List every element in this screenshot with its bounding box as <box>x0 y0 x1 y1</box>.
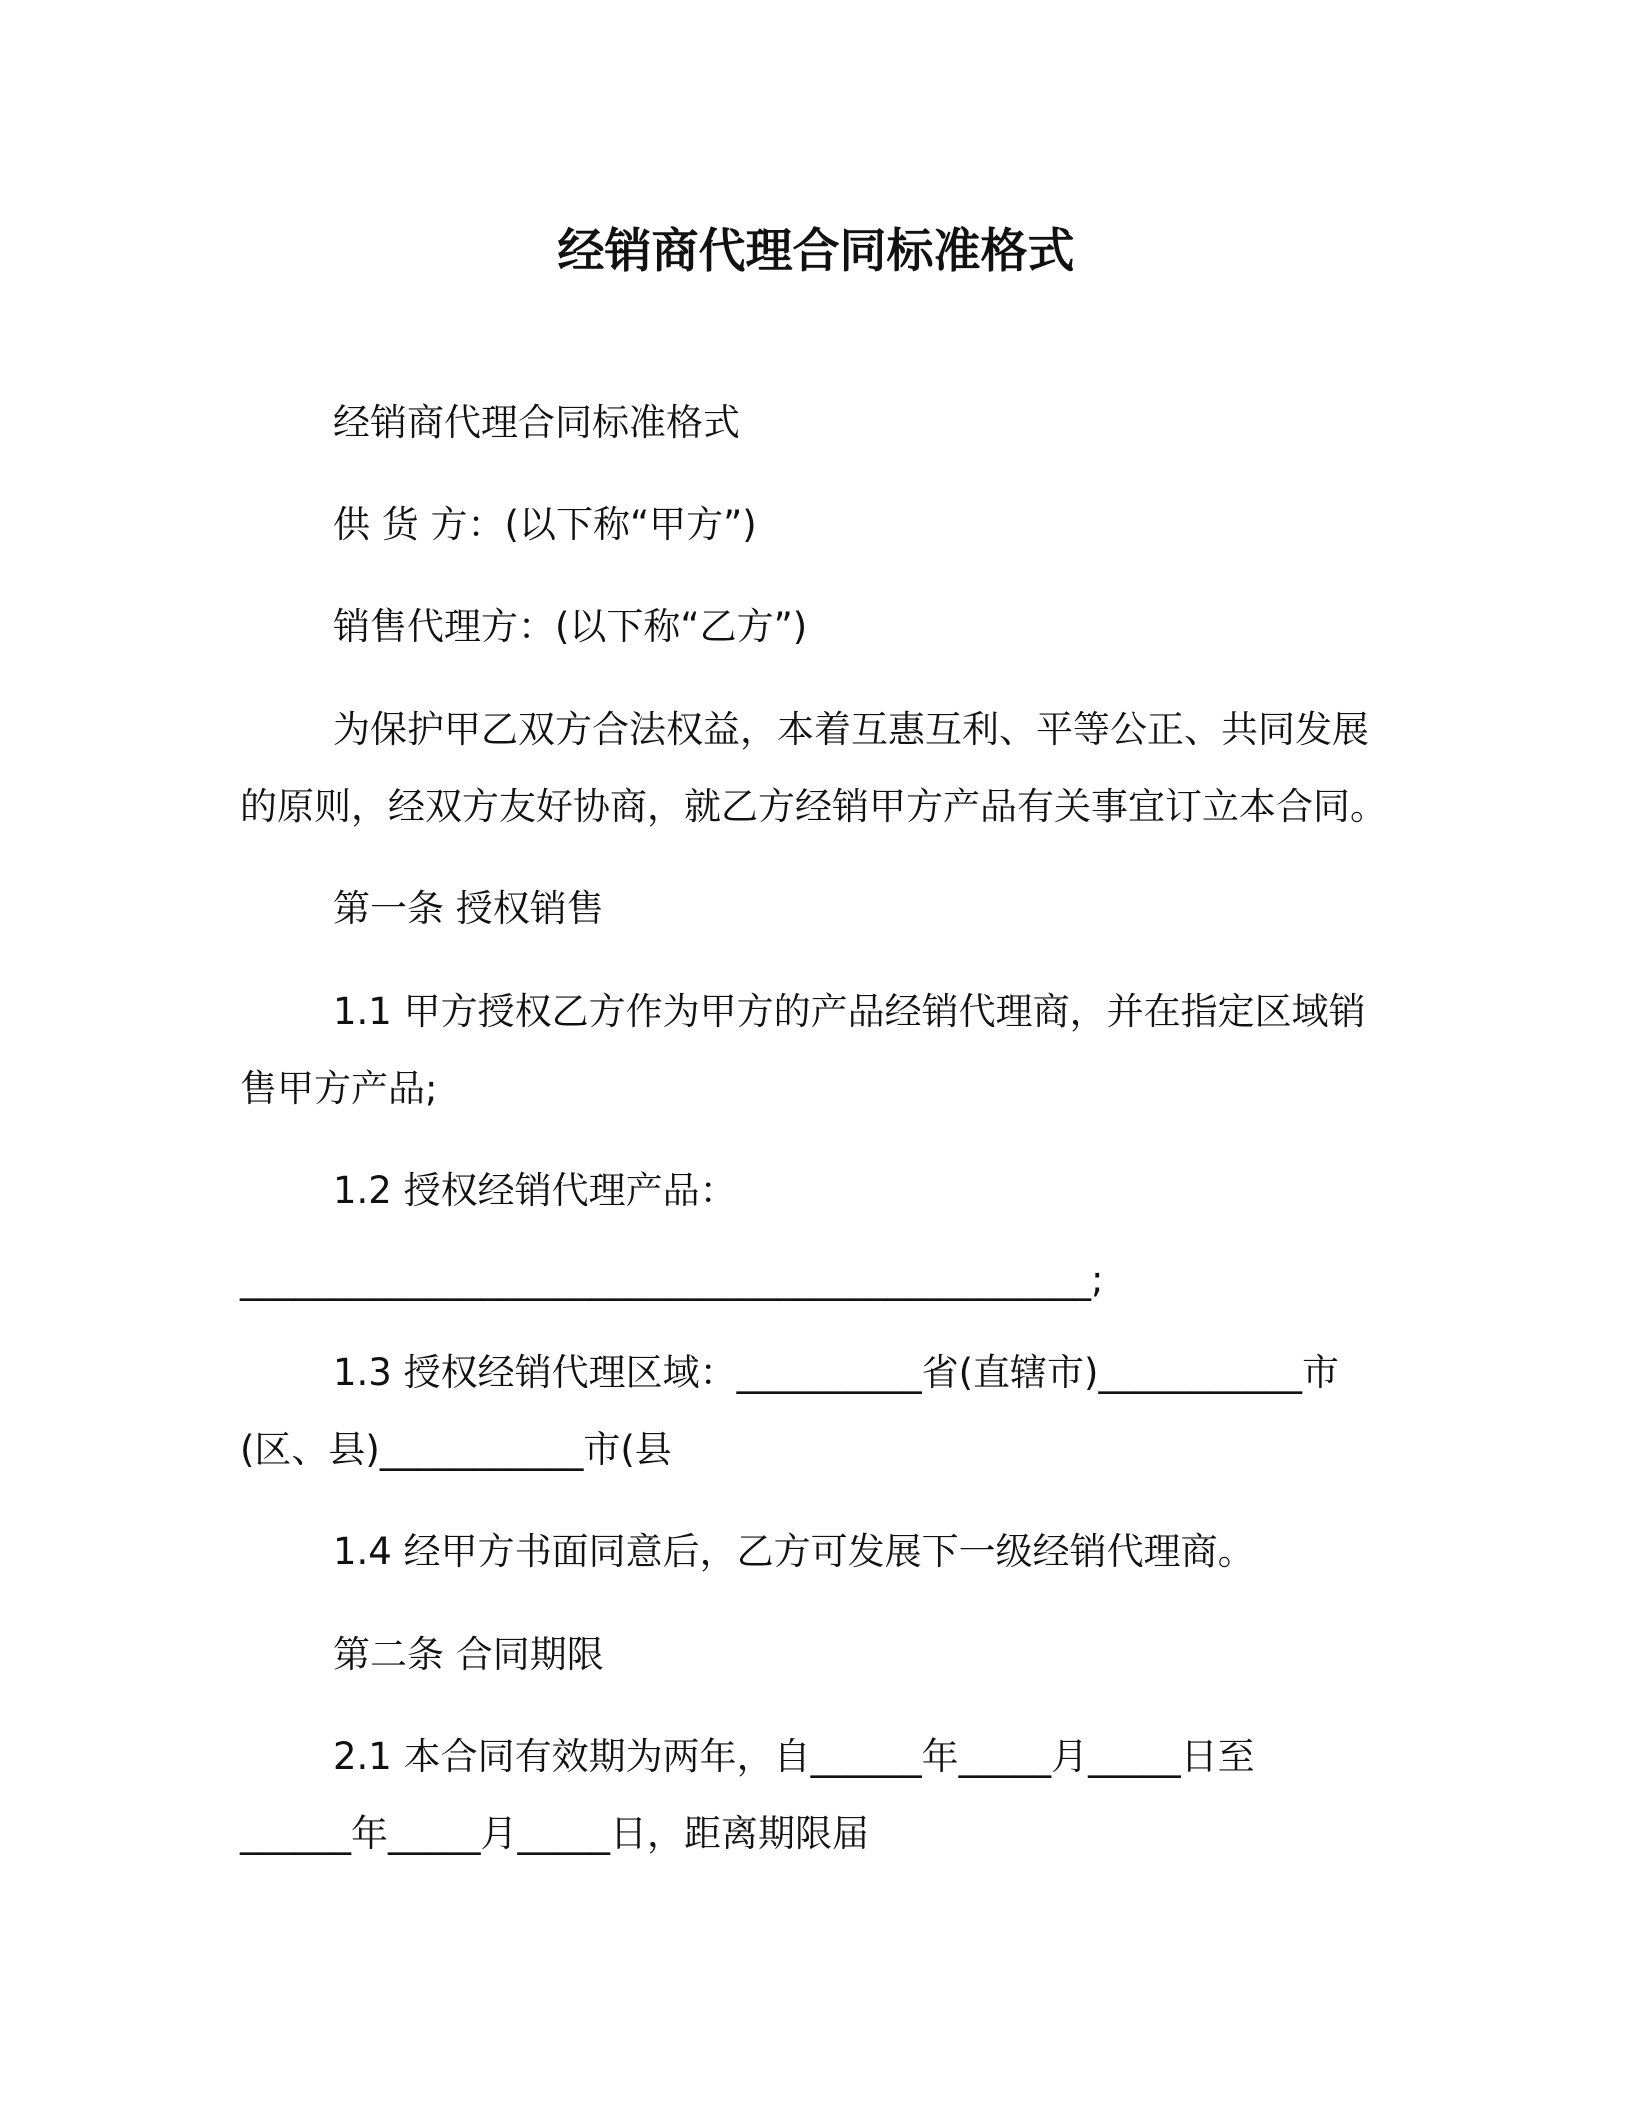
clause-2-1-line-1: 2.1 本合同有效期为两年，自______年_____月_____日至 <box>333 1735 1255 1778</box>
clause-1-1-line-1: 1.1 甲方授权乙方作为甲方的产品经销代理商，并在指定区域销 <box>333 990 1366 1033</box>
preamble-line-2: 的原则，经双方友好协商，就乙方经销甲方产品有关事宜订立本合同。 <box>240 785 1387 828</box>
agent-line: 销售代理方：(以下称“乙方”) <box>333 605 808 648</box>
article-2-heading: 第二条 合同期限 <box>333 1633 604 1676</box>
clause-1-2-blank: ______________________________________________; <box>240 1258 1104 1301</box>
document-title: 经销商代理合同标准格式 <box>557 224 1075 279</box>
subtitle-line: 经销商代理合同标准格式 <box>333 401 740 444</box>
clause-1-3-line-1: 1.3 授权经销代理区域：__________省(直辖市)___________市 <box>333 1351 1339 1394</box>
article-1-heading: 第一条 授权销售 <box>333 887 604 930</box>
preamble-line-1: 为保护甲乙双方合法权益，本着互惠互利、平等公正、共同发展 <box>333 708 1369 751</box>
clause-1-3-line-2: (区、县)___________市(县 <box>240 1428 672 1471</box>
clause-2-1-line-2: ______年_____月_____日，距离期限届 <box>240 1812 869 1855</box>
supplier-line: 供 货 方：(以下称“甲方”) <box>333 503 757 546</box>
clause-1-2-line: 1.2 授权经销代理产品： <box>333 1169 737 1212</box>
clause-1-1-line-2: 售甲方产品; <box>240 1067 438 1110</box>
clause-1-4-line: 1.4 经甲方书面同意后，乙方可发展下一级经销代理商。 <box>333 1530 1255 1573</box>
